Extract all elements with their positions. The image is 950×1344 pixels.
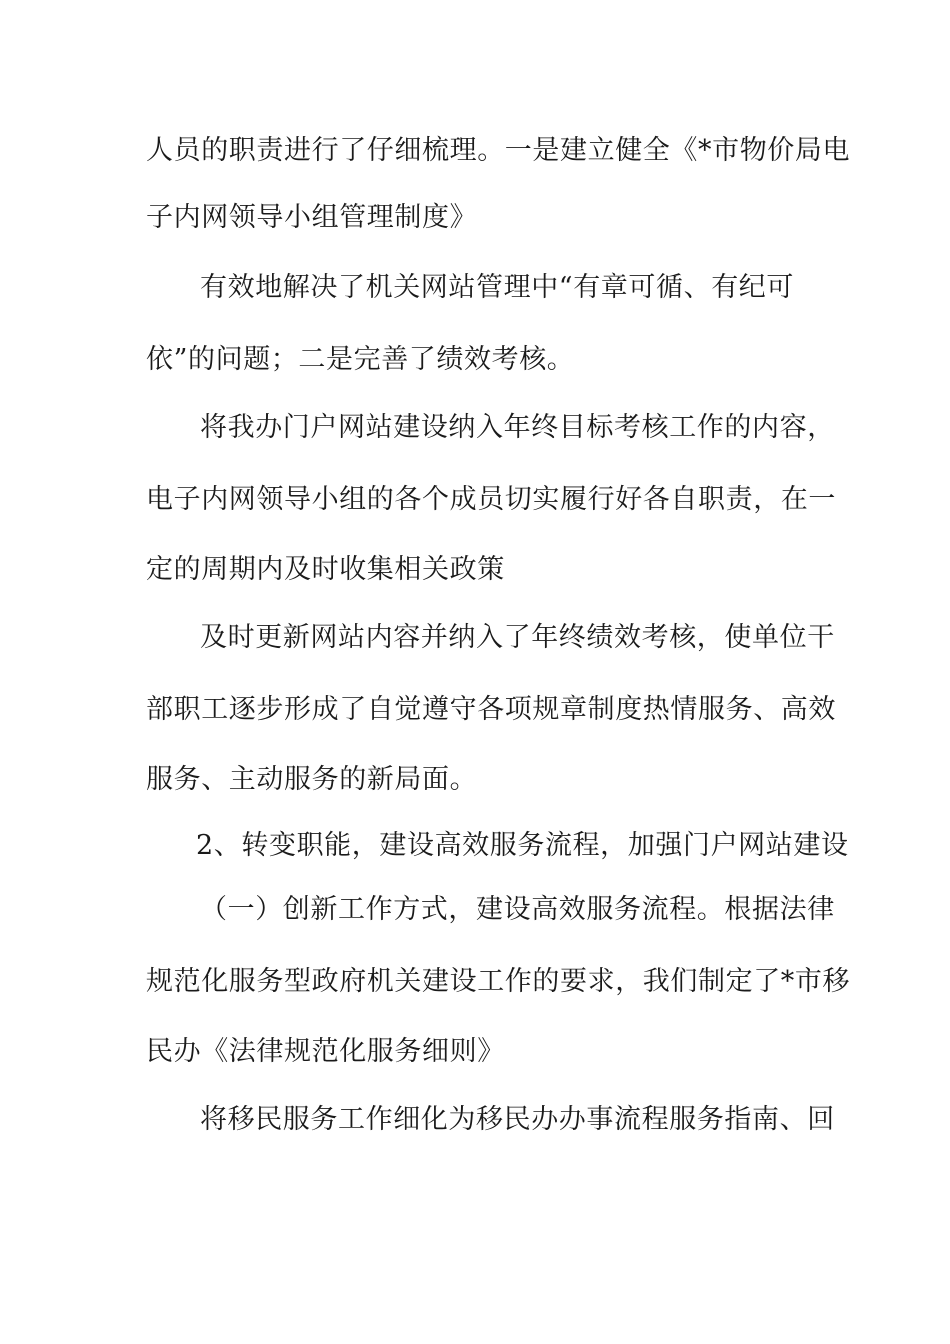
text-line: 电子内网领导小组的各个成员切实履行好各自职责，在一 (146, 484, 836, 515)
text-line: 服务、主动服务的新局面。 (146, 764, 478, 795)
text-line: 及时更新网站内容并纳入了年终绩效考核，使单位干 (200, 622, 835, 653)
text-line: 规范化服务型政府机关建设工作的要求，我们制定了*市移 (146, 966, 851, 997)
text-line: 子内网领导小组管理制度》 (146, 202, 478, 233)
section-heading: 2、转变职能，建设高效服务流程，加强门户网站建设 (196, 830, 849, 861)
text-line: 将移民服务工作细化为移民办办事流程服务指南、回 (200, 1104, 835, 1135)
text-line: 人员的职责进行了仔细梳理。一是建立健全《*市物价局电 (146, 135, 851, 166)
text-line: 部职工逐步形成了自觉遵守各项规章制度热情服务、高效 (146, 694, 836, 725)
text-line: 定的周期内及时收集相关政策 (146, 554, 505, 585)
text-line: 依”的问题；二是完善了绩效考核。 (146, 344, 575, 375)
text-line: 有效地解决了机关网站管理中“有章可循、有纪可 (200, 272, 795, 303)
text-line: （一）创新工作方式，建设高效服务流程。根据法律 (200, 894, 835, 925)
text-line: 民办《法律规范化服务细则》 (146, 1036, 505, 1067)
text-line: 将我办门户网站建设纳入年终目标考核工作的内容， (200, 412, 835, 443)
